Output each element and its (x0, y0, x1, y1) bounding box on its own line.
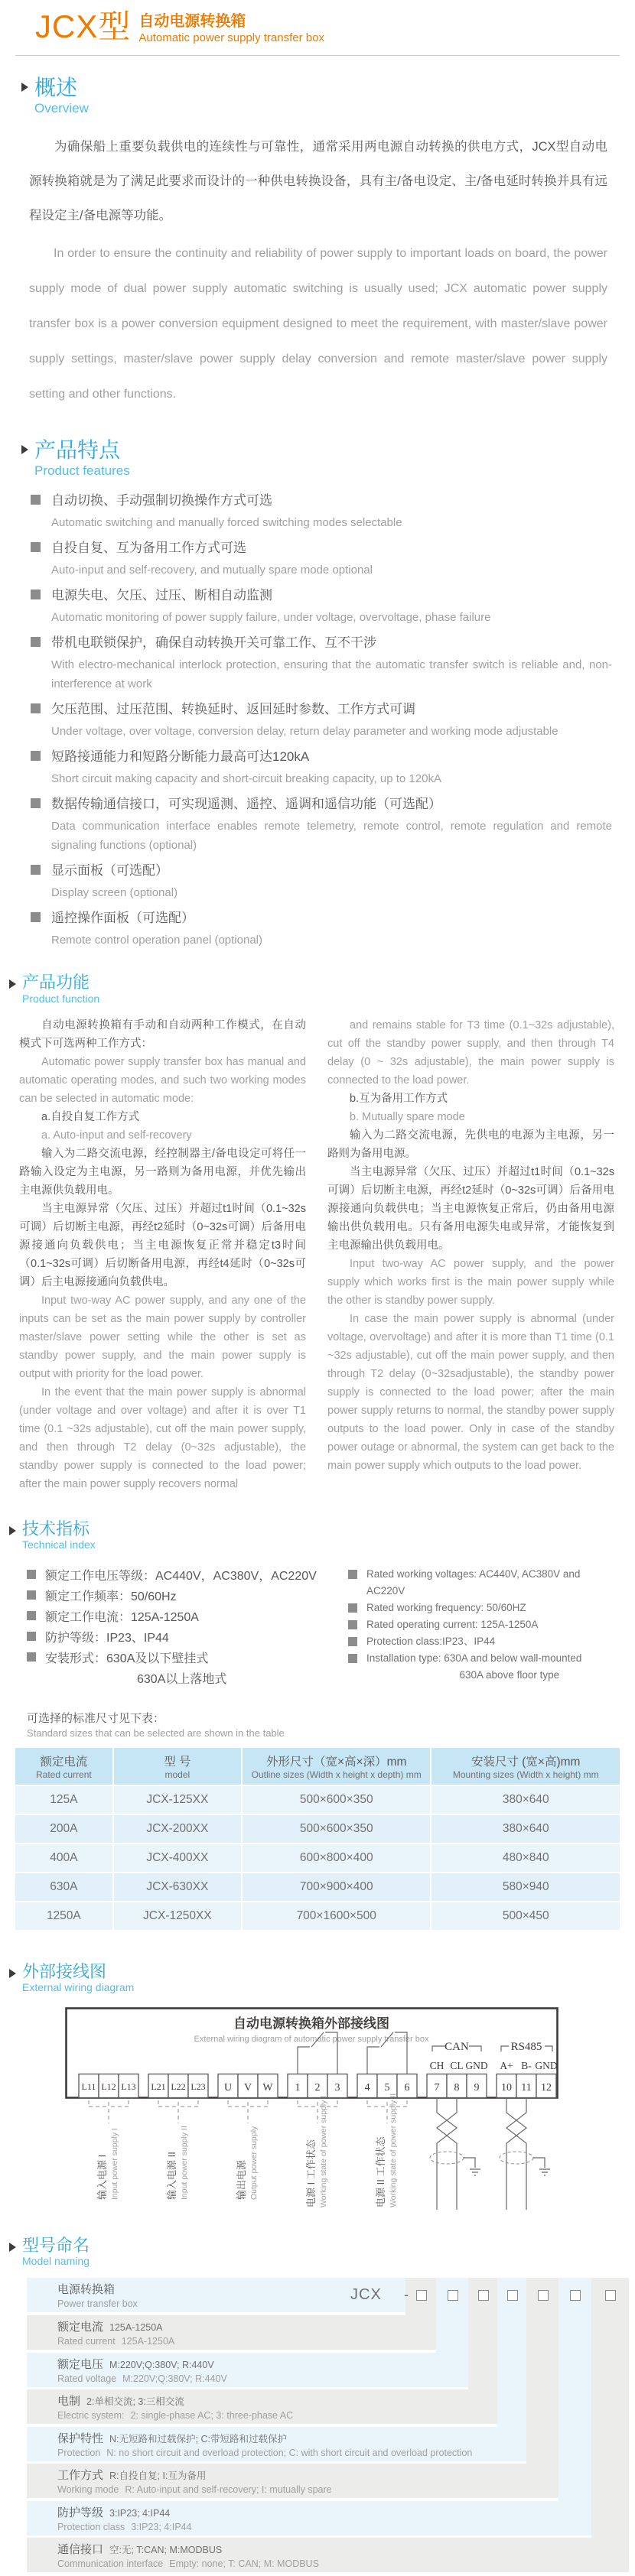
section-arrow-icon (9, 1969, 16, 1978)
square-bullet-icon (31, 751, 41, 761)
naming-row: 额定电流 125A-1250A Rated current 125A-1250A (27, 2315, 436, 2350)
terminal-label: 12 (541, 2081, 552, 2094)
naming-code-box (570, 2290, 581, 2301)
feature-item: 自动切换、手动强制切换操作方式可选 Automatic switching and manually forced switching modes selectable (31, 491, 612, 532)
terminal-label: L13 (121, 2081, 136, 2092)
page-header (0, 0, 635, 46)
terminal-label: 5 (384, 2081, 390, 2094)
bottom-labels (96, 2094, 398, 2207)
wire-label-zh: 电源 II 工作状态 (375, 2136, 386, 2207)
heading-en: Technical index (22, 1538, 96, 1551)
section-arrow-icon (9, 979, 16, 989)
terminal-label: 6 (404, 2081, 410, 2094)
table-row: 125A JCX-125XX 500×600×350 380×640 (15, 1786, 620, 1814)
switch-contact-icon (298, 2047, 310, 2074)
square-bullet-icon (348, 1654, 357, 1663)
square-bullet-icon (348, 1620, 357, 1629)
pin-label: GND (535, 2059, 558, 2071)
page-title-zh: 自动电源转换箱 (138, 13, 246, 30)
terminal-label: L23 (190, 2081, 206, 2092)
sizes-note-zh: 可选择的标准尺寸见下表： (27, 1711, 165, 1725)
square-bullet-icon (31, 703, 41, 713)
pin-label: B- (521, 2059, 532, 2071)
section-features-heading (21, 438, 635, 479)
feature-item: 电源失电、欠压、过压、断相自动监测 Automatic monitoring of power supply failure, under voltage, overvoltage, phase failure (31, 586, 612, 627)
wire-label-en: Working state of power supply II (389, 2093, 398, 2207)
sizes-table (14, 1746, 621, 1931)
terminal-label: L11 (81, 2081, 96, 2092)
heading-zh: 型号命名 (22, 2235, 90, 2255)
square-bullet-icon (31, 865, 41, 875)
function-columns (19, 1016, 616, 1493)
twisted-pair-can (430, 2098, 480, 2210)
pin-label: A+ (500, 2059, 513, 2071)
terminal-label: 9 (474, 2081, 480, 2094)
naming-strip (591, 2278, 629, 2538)
heading-en: Product function (22, 992, 100, 1005)
naming-code-box (605, 2290, 616, 2301)
technical-right: Rated working voltages: AC440V, AC380V and AC220V Rated working frequency: 50/60HZ Rated operating current: 125A-1250A Protection class:IP23、IP44 Installation type: 630A and below wall-mounted 630A above floor type (348, 1566, 620, 1690)
terminal-label: U (223, 2081, 233, 2094)
table-row: 200A JCX-200XX 500×600×350 380×640 (15, 1815, 620, 1843)
naming-code-box (538, 2290, 549, 2301)
terminal-label: 1 (295, 2081, 301, 2094)
section-wiring-heading (9, 1962, 635, 1995)
table-row: 630A JCX-630XX 700×900×400 580×940 (15, 1873, 620, 1901)
naming-code-box (478, 2290, 489, 2301)
square-bullet-icon (27, 1611, 36, 1620)
terminal-label: 8 (454, 2081, 460, 2094)
feature-item: 遥控操作面板（可选配） Remote control operation panel (optional) (31, 908, 612, 950)
heading-en: External wiring diagram (22, 1981, 135, 1994)
naming-row: 额定电压 M:220V;Q:380V; R:440V Rated voltage M:220V;Q:380V; R:440V (27, 2353, 468, 2387)
square-bullet-icon (348, 1603, 357, 1613)
square-bullet-icon (27, 1652, 36, 1662)
wiring-diagram-svg (65, 2007, 562, 2221)
feature-item: 短路接通能力和短路分断能力最高可达120kA Short circuit making capacity and short-circuit breaking capacity, up to 120kA (31, 747, 612, 788)
terminal-label: L21 (151, 2081, 166, 2092)
feature-item: 带机电联锁保护，确保自动转换开关可靠工作、互不干涉 With electro-mechanical interlock protection, ensuring that the automatic transfer switch is reliable and, non-interference at work (31, 633, 612, 694)
terminal-label: V (243, 2081, 252, 2094)
function-left-column: 自动电源转换箱有手动和自动两种工作模式，在自动模式下可选两种工作方式： Automatic power supply transfer box has manual and automatic operating modes, and such two working modes can be selected in automatic mode: a.自投自复工作方式 a. Auto-input and self-recovery 输入为二路交流电源，经控制器主/备电设定可将任一路输入设定为主电源，另一路则为备用电源，并优先输出主电源供负载用电。 当主电源异常（欠压、过压）并超过t1时间（0.1~32s可调）后切断主电源，再经t2延时（0~32s可调）后备用电源接通向负载供电；当主电源恢复正常并稳定t3时间（0.1~32s可调）后切断备用电源，再经t4延时（0~32s可调）后主电源接通向负载供电。 Input two-way AC power supply, and any one of the inputs can be set as the main power supply by controller master/slave power setting while the other is set as standby power supply, and the main power supply is output with priority for the load power. In the event that the main power supply is abnormal (under voltage and over voltage) and after it is over T1 time (0.1 ~32s adjustable), cut off the main power supply, and then through T2 delay (0~32s adjustable), the standby power supply is connected to the load power; after the main power supply recovers normal (19, 1019, 306, 1491)
wire-label-en: Working state of power supply I (319, 2095, 328, 2207)
technical-left: 额定工作电压等级：AC440V，AC380V，AC220V 额定工作频率：50/60Hz 额定工作电流：125A-1250A 防护等级：IP23、IP44 安装形式：630A及以下壁挂式 630A以上落地式 (27, 1566, 348, 1690)
terminal-label: 11 (521, 2081, 532, 2094)
section-technical-heading (9, 1519, 635, 1552)
wire-label-en: Input power supply II (180, 2125, 189, 2200)
pin-label: CH (429, 2059, 444, 2071)
naming-strip (526, 2278, 558, 2464)
terminal-label: 10 (501, 2081, 512, 2094)
pin-label: GND (465, 2059, 488, 2071)
naming-separator: - (404, 2286, 409, 2302)
naming-row: 通信接口 空:无; T:CAN; M:MODBUS Communication interface Empty: none; T: CAN; M: MODBUS (27, 2538, 629, 2572)
wire-label-zh: 输入电源 II (166, 2151, 177, 2200)
square-bullet-icon (31, 637, 41, 647)
square-bullet-icon (348, 1637, 357, 1646)
section-arrow-icon (9, 2243, 16, 2252)
pin-label: CL (450, 2059, 464, 2071)
square-bullet-icon (27, 1590, 36, 1600)
wire-label-en: Input power supply I (110, 2127, 119, 2200)
section-function-heading (9, 973, 635, 1005)
section-naming-heading (9, 2236, 635, 2269)
heading-zh: 概述 (34, 75, 78, 99)
wire-label-en: Output power supply (249, 2126, 259, 2200)
feature-item: 欠压范围、过压范围、转换延时、返回延时参数、工作方式可调 Under voltage, over voltage, conversion delay, return delay parameter and working mode adjustable (31, 700, 612, 741)
terminal-label: 4 (364, 2081, 370, 2094)
square-bullet-icon (31, 495, 41, 505)
overview-paragraph-zh: 为确保船上重要负载供电的连续性与可靠性，通常采用两电源自动转换的供电方式，JCX型自动电源转换箱就是为了满足此要求而设计的一种供电转换设备，具有主/备电设定、主/备电延时转换并具有远程设定主/备电源等功能。 (29, 139, 607, 223)
heading-zh: 外部接线图 (22, 1961, 107, 1981)
group-leaders (89, 2100, 407, 2123)
terminal-label: 2 (314, 2081, 321, 2094)
section-arrow-icon (9, 1526, 16, 1535)
heading-zh: 产品特点 (34, 437, 121, 462)
naming-row: 电制 2:单相交流; 3:三相交流 Electric system: 2: single-phase AC; 3: three-phase AC (27, 2389, 497, 2424)
section-overview-heading (21, 76, 635, 116)
heading-en: Product features (34, 463, 130, 479)
heading-en: Model naming (22, 2255, 90, 2268)
header-divider (15, 55, 620, 56)
naming-row: 电源转换箱 Power transfer box (27, 2278, 405, 2312)
wire-label-zh: 输入电源 I (96, 2154, 108, 2200)
square-bullet-icon (31, 590, 41, 599)
diagram-title-zh: 自动电源转换箱外部接线图 (233, 2016, 389, 2031)
naming-row: 工作方式 R:自投自复; I:互为备用 Working mode R: Auto-input and self-recovery; I: mutually spare (27, 2464, 558, 2498)
section-arrow-icon (21, 445, 28, 454)
rs485-label: RS485 (510, 2040, 542, 2053)
wire-label-zh: 电源 I 工作状态 (305, 2139, 317, 2207)
naming-code-box (416, 2290, 427, 2301)
technical-columns (27, 1566, 620, 1690)
square-bullet-icon (31, 912, 41, 922)
page-title-en: Automatic power supply transfer box (138, 31, 324, 44)
naming-row: 保护特性 N:无短路和过载保护; C:带短路和过载保护 Protection N: no short circuit and overload protection; C: with short circuit and overload protection (27, 2427, 526, 2461)
can-bracket (432, 2046, 445, 2051)
terminal-label: 3 (334, 2081, 340, 2094)
table-header-row: 额定电流 Rated current 型 号 model 外形尺寸（宽×高×深）mm Outline sizes (Width x height x depth) mm 安装尺寸 (宽×高)mm Mounting sizes (Width x height) mm (15, 1748, 620, 1785)
heading-en: Overview (34, 100, 89, 115)
switch-contact-icon (367, 2047, 379, 2074)
square-bullet-icon (31, 798, 41, 808)
naming-prefix: JCX (350, 2285, 382, 2303)
model-naming-diagram (0, 2278, 635, 2576)
heading-zh: 产品功能 (22, 973, 90, 992)
wire-label-zh: 输出电源 (236, 2159, 247, 2200)
can-label: CAN (444, 2040, 469, 2053)
sizes-note-en: Standard sizes that can be selected are shown in the table (27, 1727, 285, 1739)
twisted-pair-rs485 (500, 2098, 550, 2210)
section-arrow-icon (21, 83, 28, 92)
table-row: 1250A JCX-1250XX 700×1600×500 500×450 (15, 1902, 620, 1930)
terminal-strip (79, 2074, 556, 2097)
feature-item: 显示面板（可选配） Display screen (optional) (31, 861, 612, 902)
square-bullet-icon (348, 1570, 357, 1579)
square-bullet-icon (27, 1632, 36, 1641)
ground-icon (464, 2158, 475, 2168)
naming-strip (558, 2278, 591, 2501)
function-right-column: and remains stable for T3 time (0.1~32s adjustable), cut off the standby power supply, and then through T4 delay (0 ~ 32s adjustable), the main power supply is connected to the load power. b.互为备用工作方式 b. Mutually spare mode 输入为二路交流电源，先供电的电源为主电源，另一路则为备用电源。 当主电源异常（欠压、过压）并超过t1时间（0.1~32s可调）后切断主电源，再经t2延时（0~32s可调）后备用电源接通向负载供电；当主电源恢复正常后，仍由备用电源输出供负载用电。只有备用电源失电或异常，才能恢复到主电源输出供负载用电。 Input two-way AC power supply, and the power supply which works first is the main power supply while the other is standby power supply. In case the main power supply is abnormal (under voltage, overvoltage) and after it is more than T1 time (0.1 ~32s adjustable), cut off the main power supply, and then through T2 delay (0~32sadjustable), the standby power supply is connected to the load power; after the main power supply returns to normal, the standby power supply outputs to the load power. Only in case of the standby power outage or abnormal, the system can get back to the main power supply which outputs to the load power. (327, 1019, 614, 1473)
product-model: JCX型 (35, 8, 132, 44)
heading-zh: 技术指标 (22, 1519, 90, 1539)
naming-code-box (507, 2290, 518, 2301)
square-bullet-icon (27, 1570, 36, 1579)
diagram-title-en: External wiring diagram of automatic power supply transfer box (194, 2034, 429, 2044)
naming-strip (436, 2278, 468, 2353)
terminal-label: 7 (434, 2081, 440, 2094)
rs485-bracket (501, 2046, 509, 2051)
terminal-label: W (262, 2081, 273, 2094)
overview-paragraph-en: In order to ensure the continuity and reliability of power supply to important loads on board, the power supply mode of dual power supply automatic switching is usually used; JCX automatic power supply transfer box is a power conversion equipment designed to meet the requirement, with master/slave power supply settings, master/slave power supply delay conversion and remote master/slave power supply setting and other functions. (29, 246, 607, 401)
wiring-diagram (65, 2007, 635, 2225)
feature-list (31, 491, 612, 950)
naming-code-box (448, 2290, 458, 2301)
table-row: 400A JCX-400XX 600×800×400 480×840 (15, 1844, 620, 1872)
terminal-label: L12 (101, 2081, 116, 2092)
square-bullet-icon (31, 542, 41, 552)
ground-icon (533, 2158, 545, 2168)
naming-row: 防护等级 3:IP23; 4:IP44 Protection class 3:IP23; 4:IP44 (27, 2501, 591, 2535)
terminal-label: L22 (171, 2081, 186, 2092)
feature-item: 数据传输通信接口，可实现遥测、遥控、遥调和遥信功能（可选配） Data communication interface enables remote telemetry, remote control, remote regulation and remote signaling functions (optional) (31, 794, 612, 855)
feature-item: 自投自复、互为备用工作方式可选 Auto-input and self-recovery, and mutually spare mode optional (31, 538, 612, 580)
